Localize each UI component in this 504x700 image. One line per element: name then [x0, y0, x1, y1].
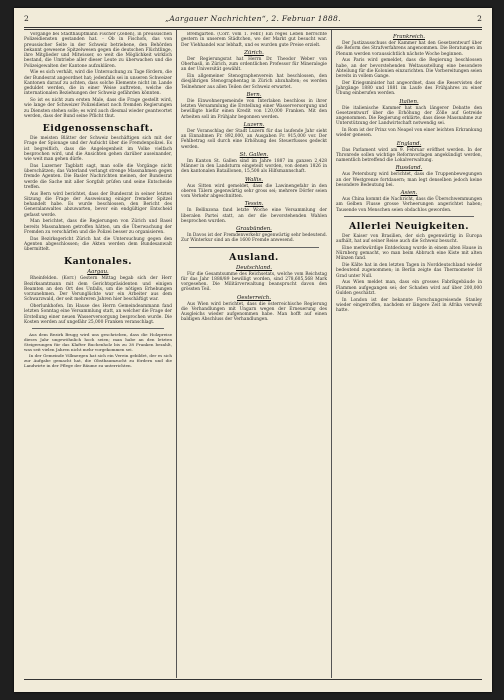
article-paragraph: Aus Wien meldet man, dass ein grosses Fabrikgebäude in Flammen aufgegangen sei; der Schaden wird auf über 200,000 Gulden geschätzt.: [336, 280, 482, 296]
article-paragraph: Die meisten Blätter der Schweiz beschäftigen sich mit der Frage der Spionage und der Aufsicht über die Fremdenpolizei. Es ist begreiflich, dass die Angelegenheit im Volke vielfach besprochen wird, und die Ansichten gehen darüber auseinander, wie weit man gehen dürfe.: [24, 136, 172, 162]
place-heading: St. Gallen.: [239, 151, 269, 158]
article-paragraph: Ein allgemeiner Stenographenverein hat beschlossen, den diesjährigen Stenographentag in Zürich abzuhalten; es werden Teilnehmer aus allen Teilen der Schweiz erwartet.: [181, 74, 327, 90]
article-paragraph: Man berichtet, dass die Regierungen von Zürich und Basel bereits Massnahmen getroffen hätten, um die Überwachung der Fremden zu verschärfen und die Polizei besser zu organisieren.: [24, 219, 172, 235]
article-paragraph: Aus dem Bezirk Brugg wird uns geschrieben, dass die Holzpreise dieses Jahr ungewöhnlich hoch seien; man habe an den letzten Steigerungen für das Klafter Buchenholz bis zu 38 Franken bezahlt, was seit vielen Jahren nicht mehr vorgekommen sei.: [24, 332, 172, 352]
article-paragraph: Die Kälte hat in den letzten Tagen in Norddeutschland wieder bedeutend zugenommen; in Berlin zeigte das Thermometer 18 Grad unter Null.: [336, 263, 482, 279]
article-paragraph: Im Kanton St. Gallen sind im Jahre 1887 im ganzen 2,428 Männer in den Landsturm eingeteilt worden, von denen 1826 in den kantonalen Bataillonen, 15,508 als Hilfsmannschaft.: [181, 158, 327, 175]
article-paragraph: So ist es nicht zum ersten Male, dass die Frage gestellt wird, wie lange der Schweizer Polizeidienst noch fremden Regierungen zu Diensten stehen solle; es wird auch diesmal wieder geantwortet werden, dass der Bund seine Pflicht thut.: [24, 98, 172, 119]
article-paragraph: Aus Petersburg wird berichtet, dass die Truppenbewegungen an der Westgrenze fortdauern; man legt denselben jedoch keine besondere Bedeutung bei.: [336, 172, 482, 188]
place-heading: Frankreich.: [393, 34, 425, 40]
header-rule: [24, 27, 482, 28]
header-rule-2: [24, 29, 482, 30]
article-paragraph: Der Voranschlag der Stadt Luzern für das laufende Jahr sieht an Einnahmen Fr. 892,000, an Ausgaben Fr. 915,000 vor. Der Fehlbetrag soll durch eine Erhöhung des Steuerfusses gedeckt werden.: [181, 128, 327, 150]
article-paragraph: Das Luzerner Tagblatt sagt, man solle die Vorgänge nicht überschätzen; das Vaterland verlangt strenge Massnahmen gegen fremde Agenten. Die Basler Nachrichten meinen, der Bundesrat werde die Sache mit aller Sorgfalt prüfen und seine Entscheide treffen.: [24, 163, 172, 190]
page-mark: 2: [477, 14, 482, 23]
page-header: [24, 12, 482, 26]
article-paragraph: In Bellinzona fand letzte Woche eine Versammlung der liberalen Partei statt, an der die bevorstehenden Wahlen besprochen wurden.: [181, 208, 327, 224]
section-heading: Ausland.: [229, 251, 279, 263]
article-paragraph: Bremgarten. (Corr. vom 1. Febr.) Ein reges Leben herrschte gestern in unserem Städtchen, wo der Markt gut besucht war. Der Viehhandel war lebhaft, und es wurden gute Preise erzielt.: [181, 32, 327, 48]
article-paragraph: Aus China kommt die Nachricht, dass die Überschwemmungen am Gelben Flusse grosse Verheerungen angerichtet haben; Tausende von Menschen seien obdachlos geworden.: [336, 197, 482, 213]
place-heading: Graubünden.: [236, 226, 272, 232]
article-paragraph: Die Einwohnergemeinde von Interlaken beschloss in ihrer letzten Versammlung die Erstellung einer Wasserversorgung und bewilligte hiefür einen Kredit von 120,000 Franken. Mit den Arbeiten soll im Frühjahr begonnen werden.: [181, 98, 327, 120]
section-heading: Allerlei Neuigkeiten.: [348, 220, 469, 232]
place-heading: Bern.: [246, 91, 262, 98]
section-heading: Eidgenossenschaft.: [42, 123, 154, 134]
article-paragraph: Der Regierungsrat hat Herrn Dr. Theodor Weber von Oberhasli, in Zürich, zum ordentlichen Professor für Mineralogie an der Universität gewählt.: [181, 56, 327, 73]
divider: [32, 328, 164, 329]
column-2: [181, 32, 327, 676]
column-1: [24, 32, 172, 676]
masthead: „Aargauer Nachrichten“, 2. Februar 1888.: [165, 14, 341, 23]
column-divider-1: [176, 30, 177, 678]
place-heading: Oesterreich.: [236, 294, 271, 301]
place-heading: Tessin.: [244, 201, 264, 208]
article-paragraph: Der Justizausschuss der Kammer hat den Gesetzentwurf über die Reform des Strafverfahrens angenommen. Die Beratungen im Plenum werden voraussichtlich nächste Woche beginnen.: [336, 41, 482, 57]
divider: [189, 247, 319, 248]
place-heading: Deutschland.: [236, 264, 272, 271]
article-paragraph: Rheinfelden. (Korr.) Gestern Mittag begab sich der Herr Bezirksamtmann mit dem Gerichtspräsidenten und einigen Beamten an den Ort des Unfalls, um die nötigen Erhebungen vorzunehmen. Der Verunglückte war ein Arbeiter aus dem Schwarzwald, der seit mehreren Jahren hier beschäftigt war.: [24, 276, 172, 303]
page-number: 2: [24, 14, 29, 23]
place-heading: England.: [396, 140, 422, 147]
footer-rule: [24, 679, 482, 680]
article-paragraph: In Rom ist der Prinz von Neapel von einer leichten Erkrankung wieder genesen.: [336, 128, 482, 139]
place-heading: Luzern.: [243, 121, 265, 128]
article-paragraph: In der Gemeinde Villmergen hat sich ein Verein gebildet, der es sich zur Aufgabe gemacht hat, die Obstbaumzucht zu fördern und die Landwirte in der Pflege der Bäume zu unterrichten.: [24, 353, 172, 369]
newspaper-page: [14, 8, 492, 692]
article-paragraph: In Davos ist der Fremdenverkehr gegenwärtig sehr bedeutend. Zur Winterkur sind an die 1600 Fremde anwesend.: [181, 233, 327, 244]
article-paragraph: In London ist der bekannte Forschungsreisende Stanley wieder eingetroffen, nachdem er längere Zeit in Afrika verweilt hatte.: [336, 297, 482, 313]
article-paragraph: Das Bezirksgericht Zürich hat die Untersuchung gegen den Agenten abgeschlossen; die Akten werden dem Bundesanwalt übermittelt.: [24, 236, 172, 252]
article-paragraph: Vorgänge bei Stadthauptmann Fischer (Zellen), in preussischen Polizeidiensten gestanden hat. - Ob in Fischofs, das von preussischer Seite in der Schweiz betriebene, den Behörden bekannt gewesene Spitzelwesen gegen die deutschen Flüchtlinge, ihre Mitglieder und Mitwisser, so weit die Möglichkeit wirklich bestand, die Umtriebe aller dieser Leute zu überwachen und die Polizeigewalten der Kantone aufzuklären.: [24, 32, 172, 69]
article-paragraph: Oberlunkhofen. Im Hause des Herrn Gemeindeammann fand letzten Sonntag eine Versammlung statt, an welcher die Frage der Erstellung einer neuen Wasserversorgung besprochen wurde. Die Kosten werden auf ungefähr 25,000 Franken veranschlagt.: [24, 304, 172, 325]
article-paragraph: Der Kriegsminister hat angeordnet, dass die Reservisten der Jahrgänge 1880 und 1881 im Laufe des Frühjahres zu einer Übung einberufen werden.: [336, 80, 482, 97]
article-paragraph: Aus Wien wird berichtet, dass die österreichische Regierung die Verhandlungen mit Ungarn wegen der Erneuerung des Ausgleichs wieder aufgenommen habe. Man hofft auf einen baldigen Abschluss der Verhandlungen.: [181, 301, 327, 323]
article-paragraph: Das Parlament wird am 9. Februar eröffnet werden. In der Thronrede sollen wichtige Reformvorlagen angekündigt werden, namentlich betreffend die Lokalverwaltung.: [336, 147, 482, 163]
column-divider-2: [331, 30, 332, 678]
article-paragraph: Die italienische Kammer hat nach längerer Debatte den Gesetzentwurf über die Erhöhung der Zölle auf Getreide angenommen. Die Regierung erklärte, dass diese Massnahme zur Unterstützung der Landwirtschaft notwendig sei.: [336, 105, 482, 127]
place-heading: Aargau.: [87, 269, 109, 276]
place-heading: Italien.: [399, 98, 419, 105]
article-paragraph: Aus Bern wird berichtet, dass der Bundesrat in seiner letzten Sitzung die Frage der Ausweisung einiger fremder Spitzel behandelt habe. Es wurde beschlossen, den Bericht des Generalanwaltes abzuwarten, bevor ein endgültiger Entscheid gefasst werde.: [24, 191, 172, 218]
place-heading: Wallis.: [245, 176, 263, 183]
article-paragraph: Wie es sich verhält, wird die Untersuchung zu Tage fördern, die der Bundesrat angeordnet hat; jedenfalls sei in unseren Schweizer Kantonen darauf zu achten, dass solche Elemente nicht im Lande geduldet werden, die in einer Weise auftreten, welche die internationalen Beziehungen der Schweiz gefährden könnten.: [24, 70, 172, 97]
place-heading: Zürich.: [244, 49, 264, 56]
article-paragraph: Aus Paris wird gemeldet, dass die Regierung beschlossen habe, an der bevorstehenden Weltausstellung eine besondere Abteilung für die Kolonien einzurichten. Die Vorbereitungen seien bereits in vollem Gange.: [336, 58, 482, 79]
place-heading: Russland.: [395, 165, 423, 172]
column-3: [336, 32, 482, 676]
article-paragraph: Eine merkwürdige Entdeckung wurde in einem alten Hause in Nürnberg gemacht, wo man beim Abbruch eine Kiste mit alten Münzen fand.: [336, 245, 482, 262]
place-heading: Asien.: [400, 190, 418, 196]
article-paragraph: Der Kaiser von Brasilien, der sich gegenwärtig in Europa aufhält, hat auf seiner Reise auch die Schweiz besucht.: [336, 233, 482, 244]
article-paragraph: Aus Sitten wird gemeldet, dass die Lawinengefahr in den oberen Tälern gegenwärtig sehr gross sei; mehrere Dörfer seien vom Verkehr abgeschnitten.: [181, 183, 327, 199]
article-paragraph: Für die Gesamtsumme des Reichsetats, welche vom Reichstag für das Jahr 1888/89 bewilligt worden, sind 278,605,568 Mark vorgesehen. Die Militärverwaltung beansprucht davon den grössten Teil.: [181, 271, 327, 293]
section-heading: Kantonales.: [63, 256, 133, 268]
divider: [344, 216, 474, 217]
